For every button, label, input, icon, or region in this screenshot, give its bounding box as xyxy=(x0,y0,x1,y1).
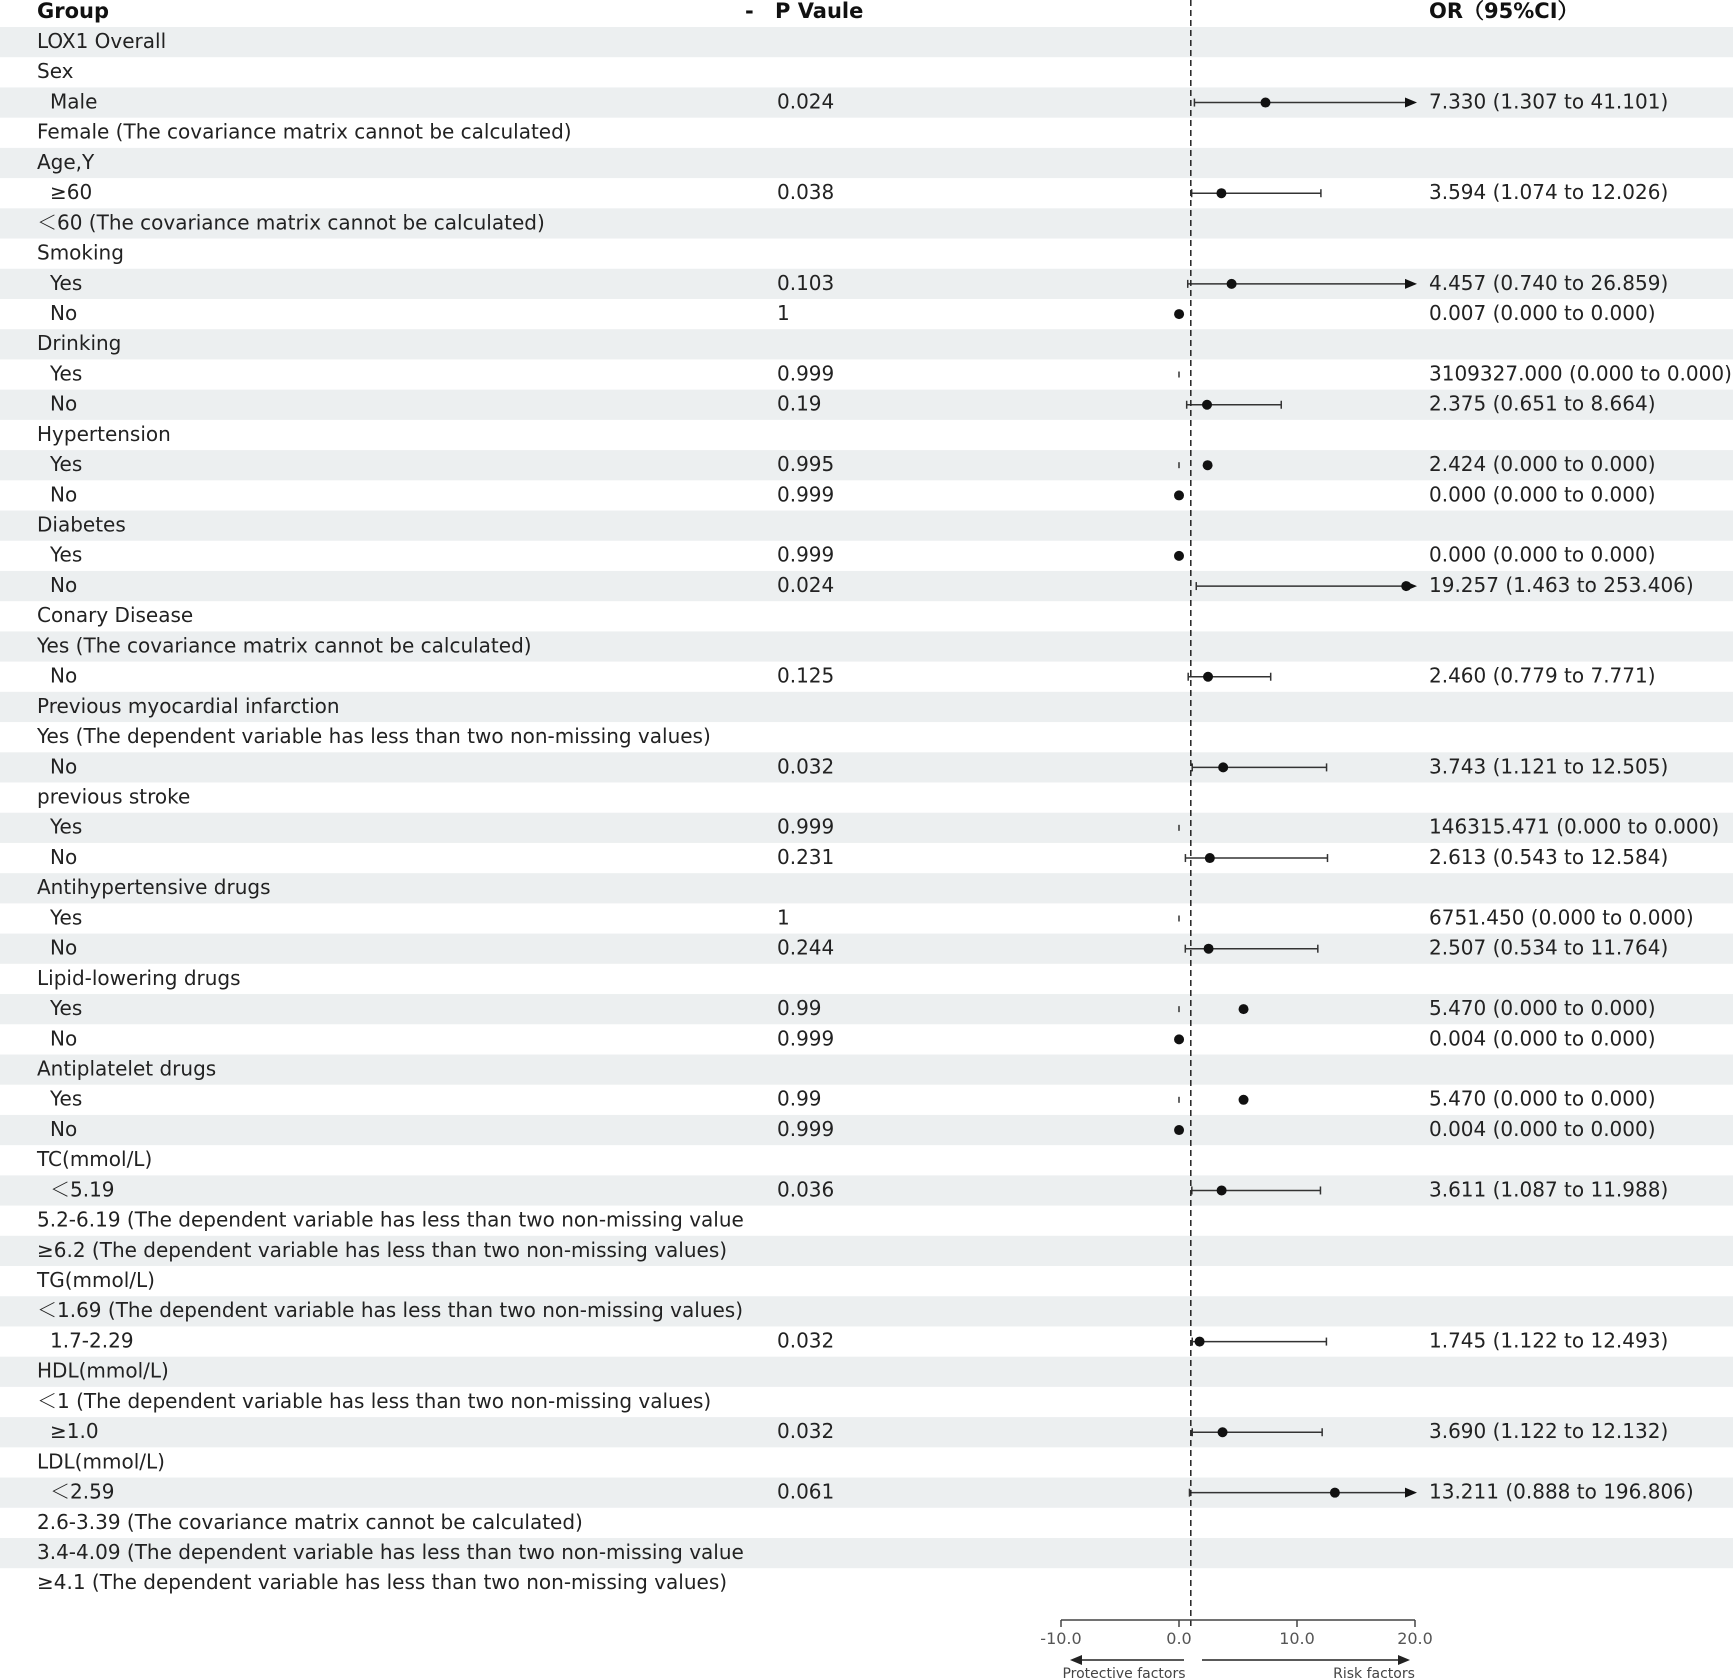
row-label: No xyxy=(50,935,78,960)
row-label: Antihypertensive drugs xyxy=(37,875,271,900)
row-label: Yes (The dependent variable has less than two non-missing values) xyxy=(37,724,711,749)
or-point xyxy=(1174,551,1184,561)
row-pvalue: 0.125 xyxy=(777,663,835,688)
or-point xyxy=(1195,1337,1205,1347)
row-stripe xyxy=(0,511,1733,541)
row-label: HDL(mmol/L) xyxy=(37,1358,169,1383)
row-pvalue: 0.999 xyxy=(777,814,835,839)
row-or-ci: 1.745 (1.122 to 12.493) xyxy=(1429,1328,1669,1353)
row-label: TC(mmol/L) xyxy=(37,1147,153,1172)
row-stripe xyxy=(0,1357,1733,1387)
row-label: ≥1.0 xyxy=(50,1419,99,1444)
row-or-ci: 3.690 (1.122 to 12.132) xyxy=(1429,1419,1669,1444)
row-label: No xyxy=(50,572,78,597)
row-label: Yes xyxy=(50,814,83,839)
row-label: Yes xyxy=(50,452,83,477)
row-or-ci: 0.004 (0.000 to 0.000) xyxy=(1429,1116,1656,1141)
row-or-ci: 4.457 (0.740 to 26.859) xyxy=(1429,270,1669,295)
row-or-ci: 3.743 (1.121 to 12.505) xyxy=(1429,754,1669,779)
row-label: Yes xyxy=(50,905,83,930)
row-pvalue: 0.999 xyxy=(777,361,835,386)
row-label: Yes xyxy=(50,996,83,1021)
row-label: 5.2-6.19 (The dependent variable has less than two non-missing value xyxy=(37,1207,744,1232)
row-label: Hypertension xyxy=(37,421,171,446)
row-label: No xyxy=(50,482,78,507)
row-pvalue: 0.995 xyxy=(777,452,835,477)
row-label: ≥4.1 (The dependent variable has less than two non-missing values) xyxy=(37,1570,728,1595)
row-pvalue: 0.19 xyxy=(777,391,822,416)
risk-factors-label: Risk factors xyxy=(1333,1666,1415,1679)
axis-tick-label: 20.0 xyxy=(1397,1629,1433,1648)
row-pvalue: 0.032 xyxy=(777,1328,835,1353)
row-label: Lipid-lowering drugs xyxy=(37,965,241,990)
row-label: LOX1 Overall xyxy=(37,29,167,53)
row-or-ci: 146315.471 (0.000 to 0.000) xyxy=(1429,814,1720,839)
row-label: Yes xyxy=(50,270,83,295)
row-or-ci: 3109327.000 (0.000 to 0.000) xyxy=(1429,361,1732,386)
row-label: 3.4-4.09 (The dependent variable has less than two non-missing value xyxy=(37,1540,744,1564)
row-or-ci: 2.375 (0.651 to 8.664) xyxy=(1429,391,1656,416)
row-pvalue: 0.244 xyxy=(777,935,835,960)
row-or-ci: 2.613 (0.543 to 12.584) xyxy=(1429,844,1669,869)
row-or-ci: 5.470 (0.000 to 0.000) xyxy=(1429,1086,1656,1111)
row-pvalue: 0.024 xyxy=(777,89,835,114)
row-label: No xyxy=(50,300,78,325)
header-pvalue: P Vaule xyxy=(775,0,864,23)
row-pvalue: 0.999 xyxy=(777,542,835,567)
row-pvalue: 0.231 xyxy=(777,844,835,869)
row-stripe xyxy=(0,1054,1733,1084)
row-label: Antiplatelet drugs xyxy=(37,1056,217,1081)
row-label: previous stroke xyxy=(37,784,191,809)
row-label: Female (The covariance matrix cannot be calculated) xyxy=(37,119,572,144)
row-or-ci: 13.211 (0.888 to 196.806) xyxy=(1429,1479,1694,1504)
x-axis xyxy=(1040,1620,1433,1679)
row-label: ≥6.2 (The dependent variable has less than two non-missing values) xyxy=(37,1237,728,1262)
row-label: Sex xyxy=(37,59,74,84)
row-stripe xyxy=(0,148,1733,178)
or-point xyxy=(1216,188,1226,198)
row-label: No xyxy=(50,844,78,869)
or-point xyxy=(1203,672,1213,682)
row-or-ci: 2.507 (0.534 to 11.764) xyxy=(1429,935,1669,960)
row-label: ＜5.19 xyxy=(50,1177,115,1202)
row-label: LDL(mmol/L) xyxy=(37,1449,165,1474)
protective-arrow-head xyxy=(1070,1655,1082,1665)
or-point xyxy=(1174,309,1184,319)
row-label: Smoking xyxy=(37,240,124,265)
header-or-ci: OR（95%CI） xyxy=(1429,0,1579,23)
or-point xyxy=(1218,1427,1228,1437)
row-or-ci: 2.424 (0.000 to 0.000) xyxy=(1429,452,1656,477)
axis-tick-label: -10.0 xyxy=(1040,1629,1082,1648)
row-or-ci: 19.257 (1.463 to 253.406) xyxy=(1429,572,1694,597)
or-point xyxy=(1218,762,1228,772)
row-or-ci: 7.330 (1.307 to 41.101) xyxy=(1429,89,1669,114)
or-point xyxy=(1174,1034,1184,1044)
row-label: 2.6-3.39 (The covariance matrix cannot be calculated) xyxy=(37,1509,583,1534)
or-point xyxy=(1203,460,1213,470)
row-label: ＜1 (The dependent variable has less than two non-missing values) xyxy=(37,1388,712,1413)
row-or-ci: 5.470 (0.000 to 0.000) xyxy=(1429,996,1656,1021)
row-label: ＜60 (The covariance matrix cannot be calculated) xyxy=(37,210,545,235)
or-point xyxy=(1239,1004,1249,1014)
row-label: Yes xyxy=(50,542,83,567)
or-point xyxy=(1330,1488,1340,1498)
or-point xyxy=(1205,853,1215,863)
row-label: Age,Y xyxy=(37,149,95,174)
or-point xyxy=(1401,581,1411,591)
row-label: Male xyxy=(50,89,98,114)
row-pvalue: 0.032 xyxy=(777,754,835,779)
row-label: ≥60 xyxy=(50,180,93,205)
risk-arrow-head xyxy=(1398,1655,1410,1665)
row-or-ci: 2.460 (0.779 to 7.771) xyxy=(1429,663,1656,688)
row-pvalue: 0.061 xyxy=(777,1479,835,1504)
header-group: Group xyxy=(37,0,110,23)
header-dash: - xyxy=(745,0,754,23)
row-pvalue: 0.999 xyxy=(777,1026,835,1051)
row-label: No xyxy=(50,663,78,688)
row-pvalue: 0.103 xyxy=(777,270,835,295)
or-point xyxy=(1174,1125,1184,1135)
row-or-ci: 0.007 (0.000 to 0.000) xyxy=(1429,300,1656,325)
row-label: Diabetes xyxy=(37,512,126,537)
row-pvalue: 0.999 xyxy=(777,482,835,507)
or-point xyxy=(1227,279,1237,289)
row-label: ＜2.59 xyxy=(50,1479,115,1504)
axis-tick-label: 0.0 xyxy=(1166,1629,1192,1648)
row-label: Yes xyxy=(50,361,83,386)
row-label: No xyxy=(50,391,78,416)
row-or-ci: 0.004 (0.000 to 0.000) xyxy=(1429,1026,1656,1051)
or-point xyxy=(1260,98,1270,108)
row-pvalue: 0.99 xyxy=(777,1086,822,1111)
row-pvalue: 0.99 xyxy=(777,996,822,1021)
or-point xyxy=(1174,490,1184,500)
row-label: Yes xyxy=(50,1086,83,1111)
or-point xyxy=(1217,1185,1227,1195)
row-or-ci: 0.000 (0.000 to 0.000) xyxy=(1429,542,1656,567)
row-label: No xyxy=(50,1026,78,1051)
row-or-ci: 0.000 (0.000 to 0.000) xyxy=(1429,482,1656,507)
row-pvalue: 1 xyxy=(777,905,790,930)
row-label: 1.7-2.29 xyxy=(50,1328,134,1353)
row-label: Previous myocardial infarction xyxy=(37,693,340,718)
row-label: Drinking xyxy=(37,331,122,356)
protective-factors-label: Protective factors xyxy=(1062,1666,1186,1679)
table-header xyxy=(37,0,1579,23)
row-or-ci: 6751.450 (0.000 to 0.000) xyxy=(1429,905,1694,930)
row-pvalue: 0.038 xyxy=(777,180,835,205)
or-point xyxy=(1202,400,1212,410)
axis-tick-label: 10.0 xyxy=(1279,1629,1315,1648)
row-pvalue: 0.999 xyxy=(777,1116,835,1141)
row-stripe xyxy=(0,27,1733,57)
row-pvalue: 0.032 xyxy=(777,1419,835,1444)
row-stripe xyxy=(0,329,1733,359)
row-label: ＜1.69 (The dependent variable has less than two non-missing values) xyxy=(37,1298,744,1323)
or-point xyxy=(1239,1095,1249,1105)
row-label: Conary Disease xyxy=(37,603,194,628)
row-pvalue: 0.036 xyxy=(777,1177,835,1202)
row-label: No xyxy=(50,754,78,779)
row-pvalue: 1 xyxy=(777,300,790,325)
row-label: Yes (The covariance matrix cannot be calculated) xyxy=(37,633,532,658)
row-or-ci: 3.611 (1.087 to 11.988) xyxy=(1429,1177,1669,1202)
row-pvalue: 0.024 xyxy=(777,572,835,597)
or-point xyxy=(1204,944,1214,954)
row-label: TG(mmol/L) xyxy=(37,1268,155,1293)
row-label: No xyxy=(50,1116,78,1141)
row-or-ci: 3.594 (1.074 to 12.026) xyxy=(1429,180,1669,205)
